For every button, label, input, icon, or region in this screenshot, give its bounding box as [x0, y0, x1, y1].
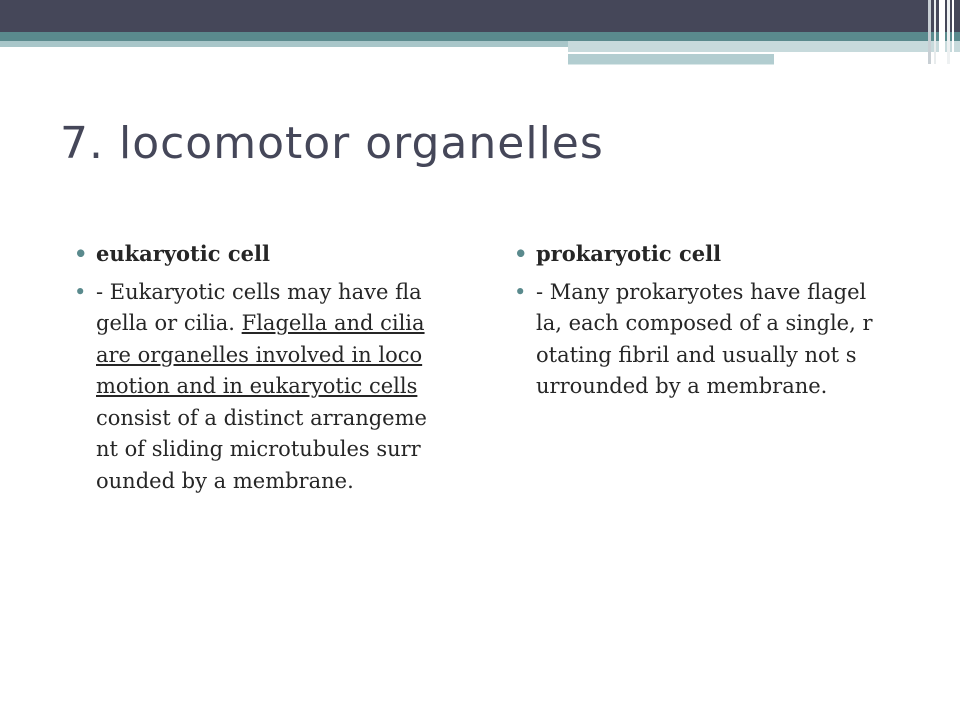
body-line — [96, 434, 464, 466]
heading-text: prokaryotic cell — [536, 241, 722, 266]
body-line — [96, 403, 464, 435]
body-line — [536, 340, 914, 372]
body-line — [96, 371, 464, 403]
bullet-icon: • — [514, 241, 528, 266]
body-text — [96, 277, 464, 498]
header-edge-stripe — [928, 0, 931, 64]
header-bar-pale-right — [568, 41, 960, 52]
underlined-text: Flagella and cilia — [241, 311, 425, 335]
slide-title: 7. locomotor organelles — [60, 118, 604, 169]
header-bar-pale — [0, 41, 568, 47]
left-column — [74, 238, 464, 504]
body-text — [536, 277, 914, 403]
body-line — [96, 340, 464, 372]
header-bar-pale-tab — [568, 54, 774, 64]
body-text-run: consist of a distinct arrangeme — [96, 405, 427, 430]
bullet-item-body — [74, 277, 464, 498]
body-line — [536, 371, 914, 403]
header-bar-dark — [0, 0, 960, 32]
body-text-run: otating fibril and usually not s — [536, 342, 857, 367]
bullet-item-heading — [74, 238, 464, 270]
body-text-run: nt of sliding microtubules surr — [96, 437, 421, 461]
bullet-icon: • — [74, 241, 88, 266]
body-line — [96, 308, 464, 340]
underlined-text: motion and in eukaryotic cells — [96, 374, 418, 398]
bullet-item-heading — [514, 238, 914, 270]
body-text-run: ounded by a membrane. — [96, 468, 354, 493]
bullet-item-body — [514, 277, 914, 403]
bullet-icon: • — [514, 279, 527, 304]
body-text-run: gella or cilia. — [96, 311, 242, 335]
body-text-run: - Many prokaryotes have flagel — [536, 279, 867, 304]
body-text-run: urrounded by a membrane. — [536, 374, 828, 398]
right-column — [514, 238, 914, 410]
underlined-text: are organelles involved in loco — [96, 342, 423, 367]
header-bar-teal — [0, 32, 960, 41]
body-text-run: - Eukaryotic cells may have fla — [96, 279, 422, 304]
body-line — [96, 277, 464, 309]
body-text-run: la, each composed of a single, r — [536, 311, 873, 335]
body-line — [536, 277, 914, 309]
header-edge-stripe — [934, 0, 936, 64]
header-edge-stripe — [947, 0, 950, 64]
heading-text: eukaryotic cell — [96, 241, 270, 266]
body-line — [96, 466, 464, 498]
body-line — [536, 308, 914, 340]
bullet-icon: • — [74, 279, 87, 304]
header-edge-stripe — [939, 0, 945, 64]
header-edge-stripe — [952, 0, 954, 64]
header-bar-line — [568, 64, 774, 65]
